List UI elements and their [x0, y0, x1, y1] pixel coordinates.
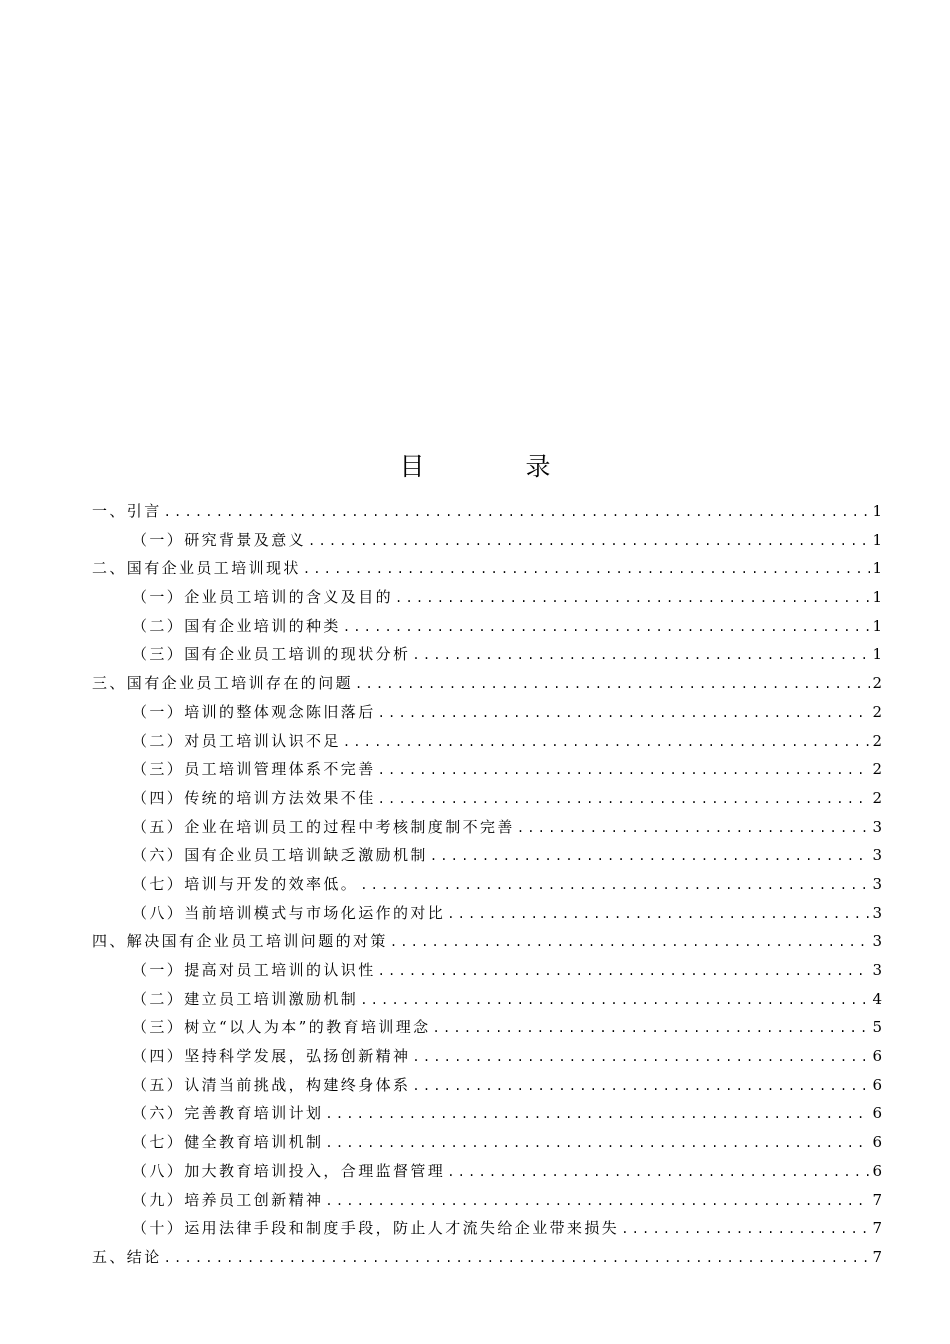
toc-subsection-entry[interactable] [92, 1214, 882, 1243]
toc-page-number: 3 [872, 874, 882, 893]
toc-page-number: 1 [872, 559, 882, 578]
toc-page-number: 5 [872, 1018, 882, 1037]
toc-page-number: 4 [872, 989, 882, 1008]
toc-leader-dots [447, 900, 870, 929]
toc-leader-dots [325, 1129, 870, 1158]
toc-leader-dots [360, 986, 870, 1015]
toc-page-number: 3 [872, 903, 882, 922]
toc-leader-dots [378, 756, 871, 785]
toc-leader-dots [343, 728, 871, 757]
toc-page-number: 2 [872, 702, 882, 721]
toc-page-number: 3 [872, 846, 882, 865]
toc-subsection-entry[interactable] [92, 956, 882, 985]
toc-page-number: 3 [872, 932, 882, 951]
toc-page-number: 3 [872, 817, 882, 836]
toc-entry-label: 四、解决国有企业员工培训问题的对策 [92, 932, 388, 951]
toc-entry-label: （八）当前培训模式与市场化运作的对比 [132, 903, 446, 922]
toc-leader-dots [325, 1100, 870, 1129]
toc-page-number: 6 [872, 1047, 882, 1066]
toc-subsection-entry[interactable] [92, 640, 882, 669]
toc-entry-label: （五）认清当前挑战，构建终身体系 [132, 1075, 411, 1094]
toc-subsection-entry[interactable] [92, 1099, 882, 1128]
toc-entry-label: （一）培训的整体观念陈旧落后 [132, 702, 376, 721]
toc-leader-dots [164, 1244, 871, 1273]
toc-subsection-entry[interactable] [92, 985, 882, 1014]
toc-entry-label: （十）运用法律手段和制度手段，防止人才流失给企业带来损失 [132, 1219, 620, 1238]
toc-entry-label: （九）培养员工创新精神 [132, 1190, 324, 1209]
toc-subsection-entry[interactable] [92, 612, 882, 641]
toc-entry-label: （六）完善教育培训计划 [132, 1104, 324, 1123]
toc-section-entry[interactable] [92, 927, 882, 956]
toc-leader-dots [412, 1043, 870, 1072]
toc-page-number: 7 [872, 1247, 882, 1266]
toc-entry-label: （四）传统的培训方法效果不佳 [132, 788, 376, 807]
toc-leader-dots [395, 584, 870, 613]
toc-subsection-entry[interactable] [92, 583, 882, 612]
toc-page-number: 1 [872, 530, 882, 549]
toc-page-number: 2 [872, 788, 882, 807]
toc-entry-label: （四）坚持科学发展，弘扬创新精神 [132, 1047, 411, 1066]
toc-entry-label: （一）研究背景及意义 [132, 530, 307, 549]
toc-leader-dots [164, 498, 871, 527]
toc-page-number: 6 [872, 1133, 882, 1152]
toc-subsection-entry[interactable] [92, 899, 882, 928]
toc-page-number: 3 [872, 961, 882, 979]
toc-section-entry[interactable] [92, 497, 882, 526]
toc-leader-dots [325, 1187, 870, 1216]
table-of-contents [92, 497, 882, 1272]
toc-entry-label: （二）建立员工培训激励机制 [132, 989, 359, 1008]
toc-entry-label: （二）对员工培训认识不足 [132, 731, 341, 750]
toc-page-number: 1 [872, 616, 882, 635]
toc-entry-label: （二）国有企业培训的种类 [132, 616, 341, 635]
toc-leader-dots [412, 641, 870, 670]
toc-page-number: 1 [872, 645, 882, 664]
toc-subsection-entry[interactable] [92, 727, 882, 756]
toc-leader-dots [308, 527, 870, 556]
toc-leader-dots [343, 613, 871, 642]
toc-page-number: 1 [872, 502, 882, 520]
toc-leader-dots [360, 871, 870, 900]
toc-subsection-entry[interactable] [92, 526, 882, 555]
toc-entry-label: 五、结论 [92, 1247, 162, 1266]
toc-entry-label: 二、国有企业员工培训现状 [92, 559, 301, 578]
toc-entry-label: （七）健全教育培训机制 [132, 1133, 324, 1152]
toc-subsection-entry[interactable] [92, 1128, 882, 1157]
toc-leader-dots [378, 785, 871, 814]
toc-page-number: 1 [872, 588, 882, 607]
toc-subsection-entry[interactable] [92, 1013, 882, 1042]
toc-leader-dots [517, 814, 871, 843]
toc-page-number: 6 [872, 1161, 882, 1180]
toc-leader-dots [447, 1158, 870, 1187]
toc-entry-label: 一、引言 [92, 502, 162, 520]
toc-entry-label: （一）企业员工培训的含义及目的 [132, 588, 394, 607]
toc-leader-dots [433, 1014, 871, 1043]
toc-section-entry[interactable] [92, 669, 882, 698]
toc-entry-label: （八）加大教育培训投入，合理监督管理 [132, 1161, 446, 1180]
toc-subsection-entry[interactable] [92, 1042, 882, 1071]
toc-page-number: 2 [872, 760, 882, 779]
toc-page-number: 2 [872, 731, 882, 750]
toc-subsection-entry[interactable] [92, 1157, 882, 1186]
toc-leader-dots [355, 670, 870, 699]
toc-page-number: 6 [872, 1075, 882, 1094]
toc-section-entry[interactable] [92, 554, 882, 583]
toc-subsection-entry[interactable] [92, 813, 882, 842]
toc-entry-label: （六）国有企业员工培训缺乏激励机制 [132, 846, 428, 865]
toc-entry-label: 三、国有企业员工培训存在的问题 [92, 674, 354, 693]
toc-entry-label: （三）员工培训管理体系不完善 [132, 760, 376, 779]
toc-leader-dots [390, 928, 871, 957]
toc-entry-label: （七）培训与开发的效率低。 [132, 874, 359, 893]
toc-subsection-entry[interactable] [92, 698, 882, 727]
toc-page-number: 7 [872, 1190, 882, 1209]
toc-entry-label: （一）提高对员工培训的认识性 [132, 961, 376, 979]
toc-subsection-entry[interactable] [92, 841, 882, 870]
toc-page-number: 7 [872, 1219, 882, 1238]
toc-subsection-entry[interactable] [92, 870, 882, 899]
toc-page-number: 2 [872, 674, 882, 693]
toc-leader-dots [378, 957, 871, 986]
toc-subsection-entry[interactable] [92, 755, 882, 784]
toc-leader-dots [621, 1215, 870, 1244]
toc-leader-dots [378, 699, 871, 728]
toc-subsection-entry[interactable] [92, 1186, 882, 1215]
toc-subsection-entry[interactable] [92, 1071, 882, 1100]
toc-leader-dots [303, 555, 871, 584]
toc-leader-dots [412, 1072, 870, 1101]
toc-title: 目 录 [399, 451, 589, 481]
toc-entry-label: （三）国有企业员工培训的现状分析 [132, 645, 411, 664]
toc-page-number: 6 [872, 1104, 882, 1123]
toc-leader-dots [430, 842, 871, 871]
toc-subsection-entry[interactable] [92, 784, 882, 813]
toc-section-entry[interactable] [92, 1243, 882, 1272]
toc-entry-label: （三）树立“以人为本”的教育培训理念 [132, 1018, 431, 1037]
toc-entry-label: （五）企业在培训员工的过程中考核制度制不完善 [132, 817, 515, 836]
